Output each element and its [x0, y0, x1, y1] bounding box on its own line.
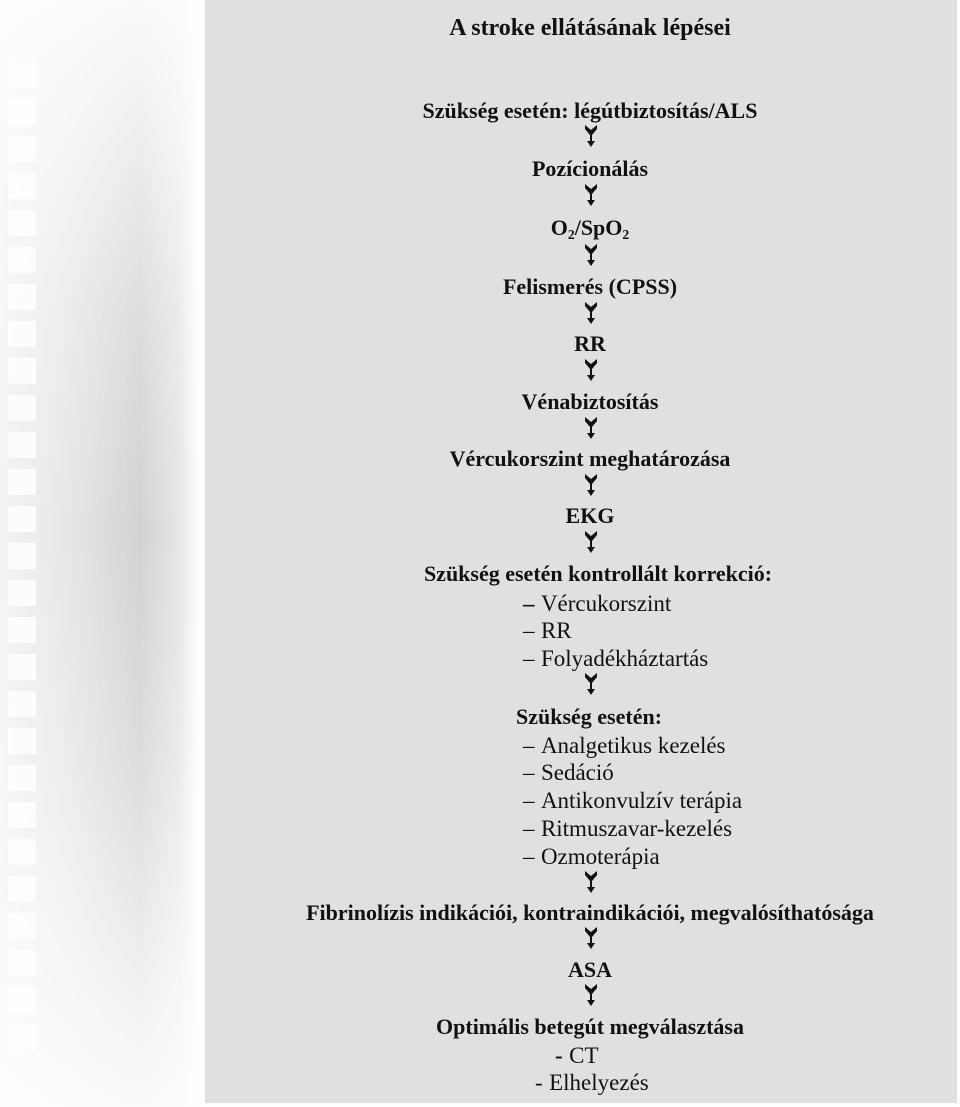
- step-oxygen-sub2: 2: [622, 226, 630, 242]
- list-item: [523, 843, 660, 870]
- list-item-text: Ritmuszavar-kezelés: [540, 816, 733, 841]
- page-title: A stroke ellátásának lépései: [449, 15, 731, 41]
- list-item-text: Antikonvulzív terápia: [540, 788, 743, 813]
- list-item: [523, 759, 614, 786]
- step-recognition: Felismerés (CPSS): [502, 274, 678, 299]
- down-arrow-icon: [584, 302, 598, 324]
- down-arrow-icon: [584, 244, 598, 266]
- list-dash: –: [523, 646, 535, 671]
- list-dash: –: [523, 591, 535, 616]
- list-dash: –: [523, 788, 535, 813]
- list-item: [523, 645, 708, 672]
- list-item: [523, 732, 726, 759]
- list-dash: –: [523, 816, 535, 841]
- list-dash: –: [523, 618, 535, 643]
- down-arrow-icon: [584, 184, 598, 206]
- step-if-needed-heading: Szükség esetén:: [516, 704, 663, 729]
- step-controlled-correction-heading: Szükség esetén kontrollált korrekció:: [423, 561, 773, 586]
- list-item-text: Vércukorszint: [540, 591, 672, 616]
- list-item-text: Analgetikus kezelés: [540, 733, 726, 758]
- list-item-text: Ozmoterápia: [540, 844, 660, 869]
- list-item: [523, 787, 742, 814]
- step-optimal-pathway-heading: Optimális betegút megválasztása: [436, 1014, 744, 1039]
- list-dash: -: [535, 1070, 543, 1095]
- down-arrow-icon: [584, 927, 598, 949]
- list-item: [523, 590, 671, 617]
- list-item: [523, 617, 572, 644]
- down-arrow-icon: [584, 125, 598, 147]
- list-dash: –: [523, 844, 535, 869]
- step-asa: ASA: [567, 957, 612, 982]
- step-oxygen: [220, 215, 960, 241]
- list-item: [523, 815, 732, 842]
- list-item-text: Folyadékháztartás: [540, 646, 709, 671]
- list-dash: –: [523, 760, 535, 785]
- list-item-text: Sedáció: [540, 760, 614, 785]
- list-dash: –: [523, 733, 535, 758]
- step-oxygen-sub1: 2: [567, 226, 575, 242]
- down-arrow-icon: [584, 417, 598, 439]
- step-ecg: EKG: [565, 503, 615, 528]
- list-item-text: Elhelyezés: [549, 1070, 649, 1095]
- step-iv-access: Vénabiztosítás: [521, 389, 659, 414]
- down-arrow-icon: [584, 984, 598, 1006]
- list-item-text: CT: [569, 1043, 599, 1068]
- down-arrow-icon: [584, 871, 598, 893]
- list-dash: -: [555, 1043, 563, 1068]
- step-blood-pressure: RR: [574, 331, 606, 356]
- film-strip-squares-decoration: [8, 62, 36, 1052]
- list-item-text: RR: [540, 618, 572, 643]
- step-positioning: Pozícionálás: [531, 156, 649, 181]
- list-item: [535, 1069, 649, 1096]
- down-arrow-icon: [584, 531, 598, 553]
- step-blood-glucose: Vércukorszint meghatározása: [449, 446, 731, 471]
- down-arrow-icon: [584, 359, 598, 381]
- list-item: [555, 1042, 599, 1069]
- down-arrow-icon: [584, 474, 598, 496]
- step-oxygen-mid: /SpO: [574, 215, 623, 240]
- step-oxygen-o: O: [550, 215, 568, 240]
- step-fibrinolysis: Fibrinolízis indikációi, kontraindikációi, megvalósíthatósága: [306, 900, 874, 925]
- down-arrow-icon: [584, 673, 598, 695]
- step-airway-als: Szükség esetén: légútbiztosítás/ALS: [422, 98, 758, 123]
